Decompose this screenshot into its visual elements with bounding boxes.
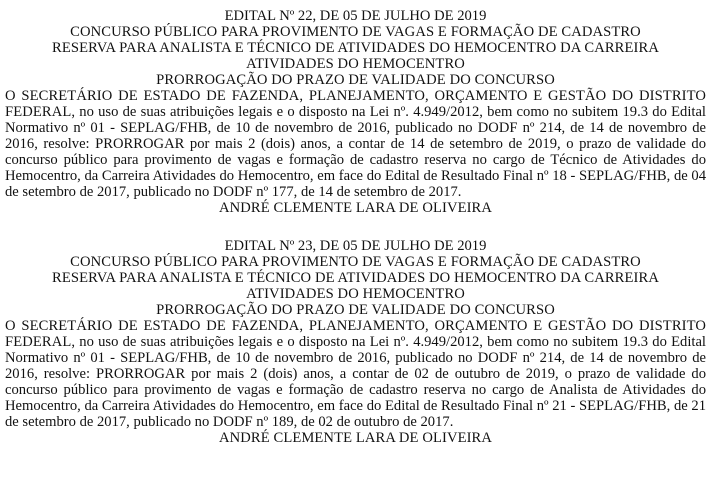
edital-title-line: ATIVIDADES DO HEMOCENTRO [246,56,465,72]
edital-title-line: CONCURSO PÚBLICO PARA PROVIMENTO DE VAGAS E FORMAÇÃO DE CADASTRO [70,24,641,40]
edital-title-line: ATIVIDADES DO HEMOCENTRO [246,286,465,302]
edital-body-paragraph [5,88,706,200]
edital-signature: ANDRÉ CLEMENTE LARA DE OLIVEIRA [218,430,493,446]
edital-title-line: RESERVA PARA ANALISTA E TÉCNICO DE ATIVIDADES DO HEMOCENTRO DA CARREIRA [52,40,659,56]
edital-body: , no uso de suas atribuições legais e o disposto na Lei nº. 4.949/2012, bem como no subitem 19.3 do Edital Normativo nº 01 - SEPLAG/FHB, de 10 de novembro de 2016, publicado no DODF nº 214, de 14 de novembro de 2016, resolve: PRORROGAR por mais 2 (dois) anos, a contar de 14 de setembro de 2019, o prazo de validade do concurso público para provimento de vagas e formação de cadastro reserva no cargo de Técnico de Atividades do Hemocentro, da Carreira Atividades do Hemocentro, em face do Edital de Resultado Final nº 18 - SEPLAG/FHB, de 04 de setembro de 2017, publicado no DODF nº 177, de 14 de setembro de 2017. [5,104,706,200]
edital-title-line: CONCURSO PÚBLICO PARA PROVIMENTO DE VAGAS E FORMAÇÃO DE CADASTRO [70,254,641,270]
edital-heading: EDITAL Nº 22, DE 05 DE JULHO DE 2019 [224,8,487,24]
edital-authority: O SECRETÁRIO DE ESTADO DE FAZENDA, PLANEJAMENTO, ORÇAMENTO E GESTÃO DO DISTRITO FEDERAL [5,318,706,350]
edital-23-section [5,238,706,446]
edital-body-paragraph [5,318,706,430]
edital-subject: PRORROGAÇÃO DO PRAZO DE VALIDADE DO CONCURSO [156,302,555,318]
edital-body: , no uso de suas atribuições legais e o disposto na Lei nº. 4.949/2012, bem como no subitem 19.3 do Edital Normativo nº 01 - SEPLAG/FHB, de 10 de novembro de 2016, publicado no DODF nº 214, de 14 de novembro de 2016, resolve: PRORROGAR por mais 2 (dois) anos, a contar de 02 de outubro de 2019, o prazo de validade do concurso público para provimento de vagas e formação de cadastro reserva no cargo de Analista de Atividades do Hemocentro, da Carreira Atividades do Hemocentro, em face do Edital de Resultado Final nº 21 - SEPLAG/FHB, de 21 de setembro de 2017, publicado no DODF nº 189, de 02 de outubro de 2017. [5,334,706,430]
edital-22-section [5,8,706,216]
edital-signature: ANDRÉ CLEMENTE LARA DE OLIVEIRA [218,200,493,216]
edital-authority: O SECRETÁRIO DE ESTADO DE FAZENDA, PLANEJAMENTO, ORÇAMENTO E GESTÃO DO DISTRITO FEDERAL [5,88,706,120]
edital-subject: PRORROGAÇÃO DO PRAZO DE VALIDADE DO CONCURSO [156,72,555,88]
edital-heading: EDITAL Nº 23, DE 05 DE JULHO DE 2019 [224,238,487,254]
edital-title-line: RESERVA PARA ANALISTA E TÉCNICO DE ATIVIDADES DO HEMOCENTRO DA CARREIRA [52,270,659,286]
